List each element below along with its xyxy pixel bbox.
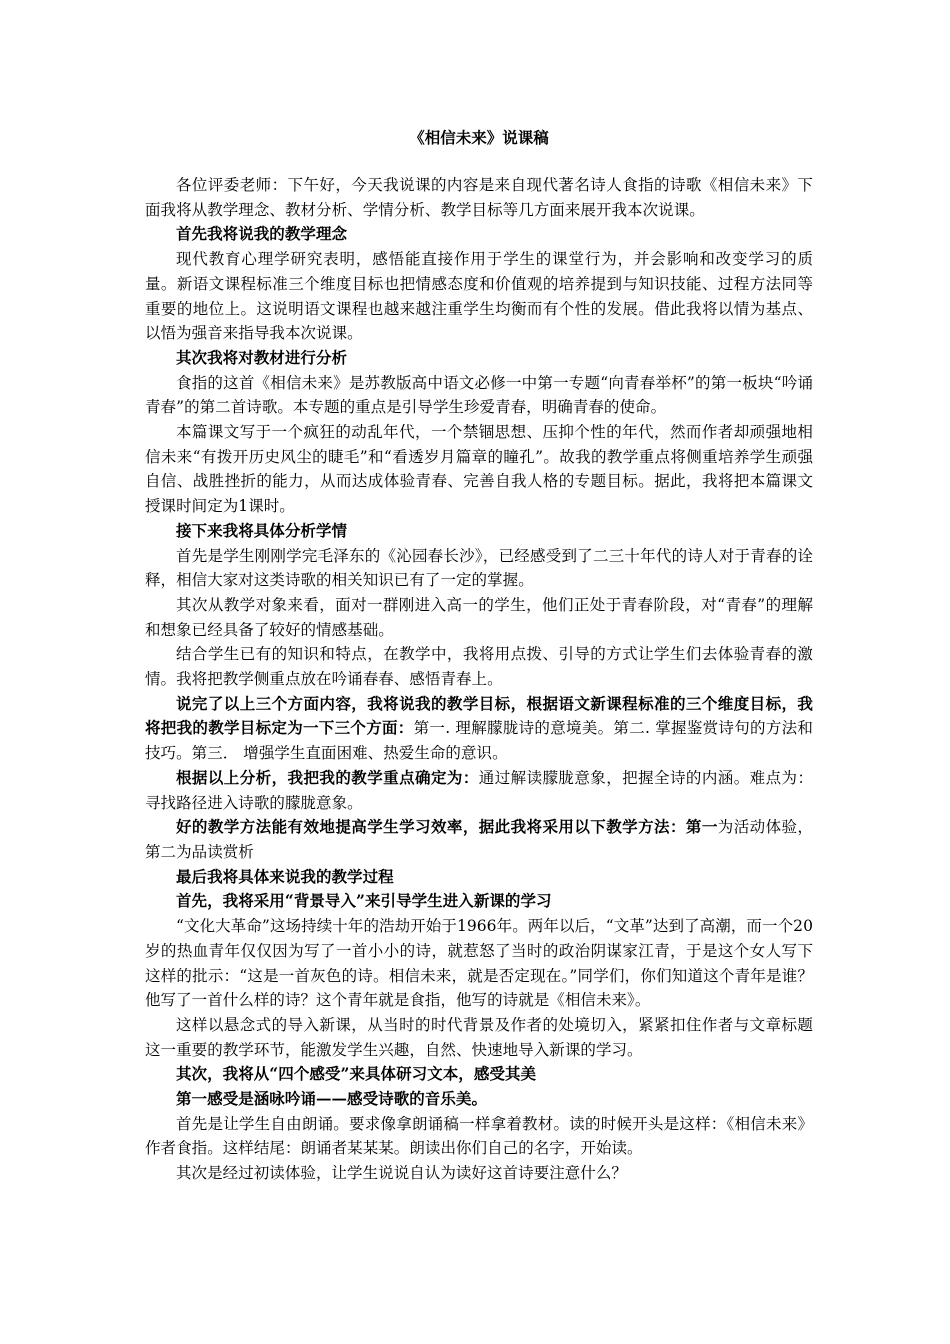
document-title: 《相信未来》说课稿 <box>409 128 549 147</box>
paragraph-learner-2: 其次从教学对象来看，面对一群刚进入高一的学生，他们正处于青春阶段，对“青春”的理解和想象已经具备了较好的情感基础。 <box>145 595 813 639</box>
section-heading-learner-analysis: 接下来我将具体分析学情 <box>176 520 348 540</box>
section-heading-material-analysis: 其次我将对教材进行分析 <box>176 347 348 367</box>
paragraph-reading-discussion: 其次是经过初读体验，让学生说说自认为读好这首诗要注意什么？ <box>176 1164 627 1183</box>
section-heading-four-feelings: 其次，我将从“四个感受”来具体研习文本，感受其美 <box>176 1064 537 1084</box>
paragraph-intro-rationale: 这样以悬念式的导入新课，从当时的时代背景及作者的处境切入，紧紧扣住作者与文章标题这一重要的教学环节，能激发学生兴趣，自然、快速地导入新课的学习。 <box>145 1015 813 1059</box>
paragraph-teaching-methods: 好的教学方法能有效地提高学生学习效率，据此我将采用以下教学方法：第一为活动体验，第二为品读赏析 <box>145 817 813 861</box>
document-page <box>145 126 813 1186</box>
section-heading-first-feeling: 第一感受是涵咏吟诵——感受诗歌的音乐美。 <box>176 1089 488 1109</box>
paragraph-learner-3: 结合学生已有的知识和特点，在教学中，我将用点拨、引导的方式让学生们去体验青春的激情。我将把教学侧重点放在吟诵春春、感悟青春上。 <box>145 645 813 689</box>
paragraph-key-points: 根据以上分析，我把我的教学重点确定为：通过解读朦胧意象，把握全诗的内涵。难点为：寻找路径进入诗歌的朦胧意象。 <box>145 767 814 812</box>
paragraph-background-story: “文化大革命”这场持续十年的浩劫开始于1966年。两年以后，“文革”达到了高潮，而一个20岁的热血青年仅仅因为写了一首小小的诗，就惹怒了当时的政治阴谋家江青，于是这个女人写下这样的批示：“这是一首灰色的诗。相信未来，就是否定现在。”同学们，你们知道这个青年是谁？他写了一首什么样的诗？这个青年就是食指，他写的诗就是《相信未来》。 <box>145 917 813 1010</box>
section-heading-teaching-philosophy: 首先我将说我的教学理念 <box>176 224 348 244</box>
paragraph-material-1: 食指的这首《相信未来》是苏教版高中语文必修一中第一专题“向青春举杯”的第一板块“吟诵青春”的第二首诗歌。本专题的重点是引导学生珍爱青春，明确青春的使命。 <box>145 373 813 417</box>
document-body <box>145 173 813 1186</box>
section-heading-background-intro: 首先，我将采用“背景导入”来引导学生进入新课的学习 <box>176 891 552 911</box>
paragraph-philosophy: 现代教育心理学研究表明，感悟能直接作用于学生的课堂行为，并会影响和改变学习的质量。新语文课程标准三个维度目标也把情感态度和价值观的培养提到与知识技能、过程方法同等重要的地位上。这说明语文课程也越来越注重学生均衡而有个性的发展。借此我将以情为基点、以悟为强音来指导我本次说课。 <box>145 250 813 343</box>
section-heading-teaching-process: 最后我将具体来说我的教学过程 <box>176 866 394 886</box>
paragraph-learner-1: 首先是学生刚刚学完毛泽东的《沁园春长沙》，已经感受到了二三十年代的诗人对于青春的诠释，相信大家对这类诗歌的相关知识已有了一定的掌握。 <box>145 546 813 590</box>
paragraph-free-reading: 首先是让学生自由朗诵。要求像拿朗诵稿一样拿着教材。读的时候开头是这样：《相信未来》作者食指。这样结尾：朗诵者某某某。朗读出你们自己的名字，开始读。 <box>145 1114 813 1158</box>
paragraph-material-2: 本篇课文写于一个疯狂的动乱年代，一个禁锢思想、压抑个性的年代，然而作者却顽强地相信未来“有拨开历史风尘的睫毛”和“看透岁月篇章的瞳孔”。故我的教学重点将侧重培养学生顽强自信、战胜挫折的能力，从而达成体验青春、完善自我人格的专题目标。据此，我将把本篇课文授课时间定为1课时。 <box>145 423 813 516</box>
paragraph-teaching-goals: 说完了以上三个方面内容，我将说我的教学目标，根据语文新课程标准的三个维度目标，我将把我的教学目标定为一下三个方面：第一. 理解朦胧诗的意境美。第二. 掌握鉴赏诗句的方法和技巧。第三． 增强学生直面困难、热爱生命的意识。 <box>145 693 813 763</box>
paragraph-greeting: 各位评委老师：下午好，今天我说课的内容是来自现代著名诗人食指的诗歌《相信未来》下面我将从教学理念、教材分析、学情分析、教学目标等几方面来展开我本次说课。 <box>145 176 813 219</box>
